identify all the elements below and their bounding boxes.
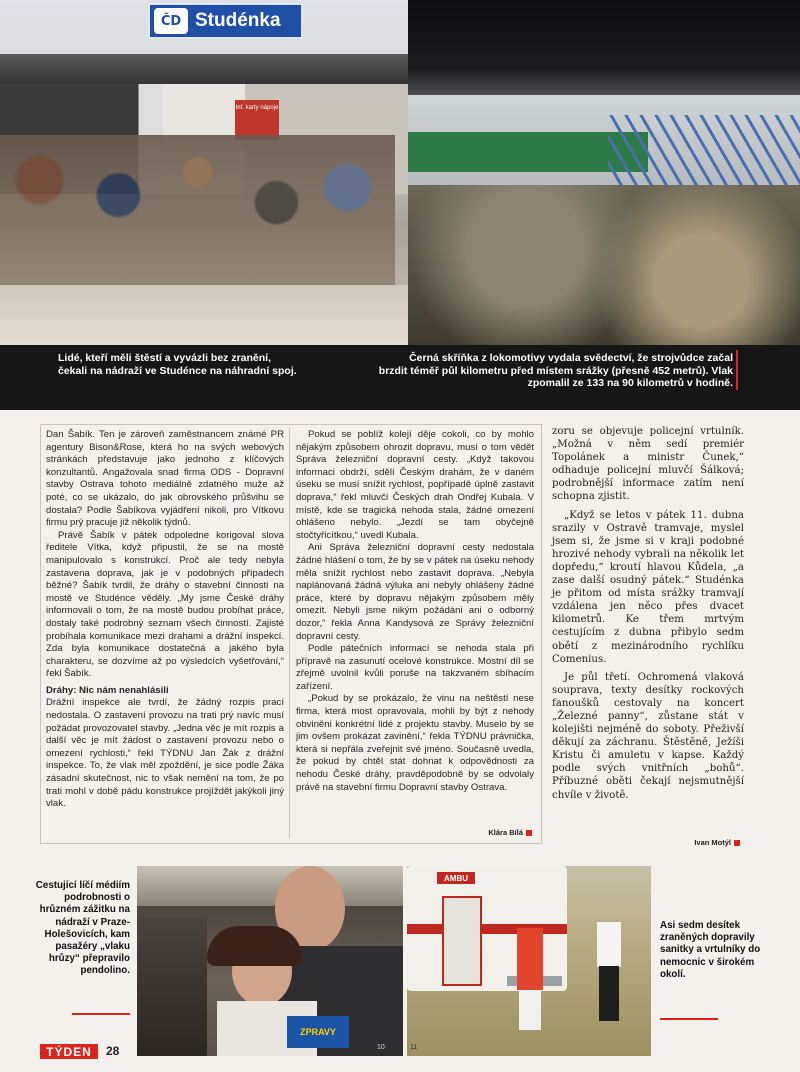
wreck-rubble xyxy=(408,185,800,345)
page-number: 28 xyxy=(106,1044,120,1058)
column-divider xyxy=(289,428,290,838)
ambulance-stripe xyxy=(407,924,567,934)
hall-ceiling xyxy=(137,866,403,906)
page-fold-number: 11 xyxy=(410,1044,418,1051)
article-column-3 xyxy=(552,425,744,802)
paragraph: Podle pátečních informací se nehoda stala při přípravě na zasunutí ocelové konstrukce. Mostní díl se zřejmě uvolnil kvůli poruše na takzvaném sbíhacím zařízení. xyxy=(296,643,534,692)
paragraph: Pokud se poblíž kolejí děje cokoli, co by mohlo nějakým způsobem ohrozit dopravu, musí o tom vědět Správa železniční dopravní cesty. „Když takovou informaci obdrží, sdělí Českým drahám, že v daném úseku se musí snížit rychlost, popřípadě úplně zastavit doprava,“ řekl mluvčí Českých drah Ondřej Kubala. V místě, kde se tragická nehoda stala, žádné omezení ohlášeno nebylo. „Jezdí se tam obyčejně stočtyřicítkou,“ uvedl Kubala. xyxy=(296,429,534,541)
paragraph: Právě Šabík v pátek odpoledne korigoval slova ředitele Vítka, když připustil, že se na mostě manipulovalo s konstrukcí. Proč ale tedy nebyla zastavena doprava, jak je v podobných případech běžné? Šabík tvrdil, že dráhy o stavební činnosti na mostě ve Studénce věděly. „My jsme České dráhy informovali o tom, že na mostě budou probíhat práce, dostaly také podrobný seznam všech činností. Zajisté probíhala komunikace mezi drahami a drážní inspekcí. Zda byla komunikace dostatečná a jakého byla charakteru, se dozvíme až po výsledcích vyšetřování,“ řekl Šabík. xyxy=(46,529,284,680)
caption-red-rule xyxy=(660,1018,718,1020)
station-crowd-photo xyxy=(0,0,408,345)
paragraph: Drážní inspekce ale tvrdí, že žádný rozpis prací nedostala. O zastavení provozu na trati prý navíc musí požádat provozovatel stavby. „Jedna věc je mít rozpis a další věc je mít žádost o zastavení provozu nebo o omezení rychlosti,“ řekl TÝDNU Jan Žák z drážní inspekce. To, že vlak měl zpoždění, je sice podle Žáka zásadní skutečnost, nic to však nemění na tom, že po trati mohl v době pádu konstrukce projíždět jakýkoli jiný vlak. xyxy=(46,697,284,810)
ambulance-label: AMBU xyxy=(437,872,475,884)
wreck-photo xyxy=(408,0,800,345)
station-canopy xyxy=(0,54,408,84)
paragraph: Je půl třetí. Ochromená vlaková souprava, texty desítky rockových fanoušků cestovaly na koncert „Železné panny“, zůstane stát v kolejišti nejméně do soboty. Přeživší děkují za záchranu. Štěstěně, Ježíši Kristu či amuletu v kapse. Každý podle svých vnitřních „bohů“. Příbuzné oběti čekají nejsmutnější chvíle v životě. xyxy=(552,671,744,801)
author-name: Ivan Motýl xyxy=(694,838,731,847)
press-photo xyxy=(137,866,403,1056)
paragraph: Dan Šabík. Ten je zároveň zaměstnancem známé PR agentury Bison&Rose, která ho na svých webových stránkách představuje jako jednoho z klíčových konzultantů. Angažovala snad firma ODS - Dopravní stavby Ostrava tohoto mediálně zdatného muže až poté, co se ukázalo, do jak obrovského průšvihu se dostala? Podle Šabíkova vyjádření nikoli, pro Vítkovu firmu prý pracuje již několik týdnů. xyxy=(46,429,284,529)
article-column-2 xyxy=(296,429,534,794)
caption-ambulances: Asi sedm desítek zraněných dopravily sanitky a vrtulníky do nemocnic v širokém okolí. xyxy=(660,920,761,980)
ambulance-photo xyxy=(407,866,651,1056)
info-sign: Inf. karty nápoje xyxy=(235,100,279,140)
article-column-1 xyxy=(46,429,284,811)
magazine-brand: TÝDEN xyxy=(40,1044,98,1059)
caption-station: Lidé, kteří měli štěstí a vyvázli bez zranění, čekali na nádraží ve Studénce na náhradní spoj. xyxy=(58,352,297,377)
red-square-icon xyxy=(734,840,740,846)
author-byline-col2 xyxy=(420,828,532,837)
red-square-icon xyxy=(526,830,532,836)
paramedic-vest xyxy=(517,928,543,990)
caption-black-box: Černá skříňka z lokomotivy vydala svědectví, že strojvůdce začal brzdit téměř půl kilometru před místem srážky (přesně 452 metrů). Vlak zpomalil ze 133 na 90 kilometrů v hodině. xyxy=(378,352,733,389)
collapsed-truss xyxy=(608,115,800,185)
cd-logo: ČD xyxy=(154,8,188,34)
caption-red-rule xyxy=(736,350,738,390)
author-name: Klára Bílá xyxy=(488,828,523,837)
author-byline-col3 xyxy=(630,838,740,847)
paragraph: „Pokud by se prokázalo, že vinu na neštěstí nese firma, která most opravovala, mohli by být z nehody obviněni konkrétní lidé z projektu stavby. Muselo by se jim ovšem prokázat zavinění,“ řekla TÝDNU právnička, která si nepřála zveřejnit své jméno. Současně uvedla, že pokud by chtěl stát dohnat k odpovědnosti za nehodu České dráhy, pravděpodobně by se odvolaly právě na stavební firmu Dopravní stavby Ostrava. xyxy=(296,693,534,793)
tv-microphone: ZPRAVY xyxy=(287,1016,349,1048)
reporters-crowd xyxy=(137,916,207,1056)
caption-holesovice: Cestující líčí médiím podrobnosti o hrůzném zážitku na nádraží v Praze-Holešovicích, kam pasažéry „vlaku hrůzy“ přepravilo pendolino. xyxy=(35,880,130,977)
ambulance-door xyxy=(442,896,482,986)
platform-pavement xyxy=(0,285,408,345)
station-sign-name: Studénka xyxy=(195,10,281,31)
paramedic-trousers xyxy=(519,990,541,1030)
paragraph: Ani Správa železniční dopravní cesty nedostala žádné hlášení o tom, že by se v pátek na úseku nehody měla snížit rychlost nebo zastavit doprava. „Nebyla naplánovaná žádná výluka ani nebyly ohlášeny žádné práce, které by dopravu nějakým způsobem měly omezit. Nebyli jsme nikým požádáni ani o odborný dozor,“ řekla Anna Kandysová ze Správy železniční dopravní cesty. xyxy=(296,542,534,642)
paragraph: zoru se objevuje policejní vrtulník. „Možná v něm sedí premiér Topolánek a ministr Čunek,“ odhaduje policejní mluvčí Šálková; podrobnější informace zatím není schopna zjistit. xyxy=(552,426,744,503)
top-photo-spread xyxy=(0,0,800,410)
paragraph: „Když se letos v pátek 11. dubna srazily v Ostravě tramvaje, myslel jsem si, že jsme si v kraji podobné hrozivé nehody vybrali na několik let dopředu,“ kroutí hlavou Kůdela, „a zase další osudný pátek.“ Studénka je přitom od místa srážky tramvají vzdálena jen něco přes dvacet kilometrů. Ke třem mrtvým cestujícím z dubna přibylo sedm obětí z mezinárodního rychlíku Comenius. xyxy=(552,509,744,665)
caption-red-rule xyxy=(72,1013,130,1015)
medic-trousers xyxy=(599,966,619,1021)
subheading: Dráhy: Nic nám nenahlásili xyxy=(46,684,169,696)
station-sign xyxy=(148,3,303,39)
waiting-crowd xyxy=(0,135,395,285)
woman-hair xyxy=(207,926,302,966)
page-fold-number: 10 xyxy=(377,1044,385,1051)
medic-shirt xyxy=(597,922,621,967)
